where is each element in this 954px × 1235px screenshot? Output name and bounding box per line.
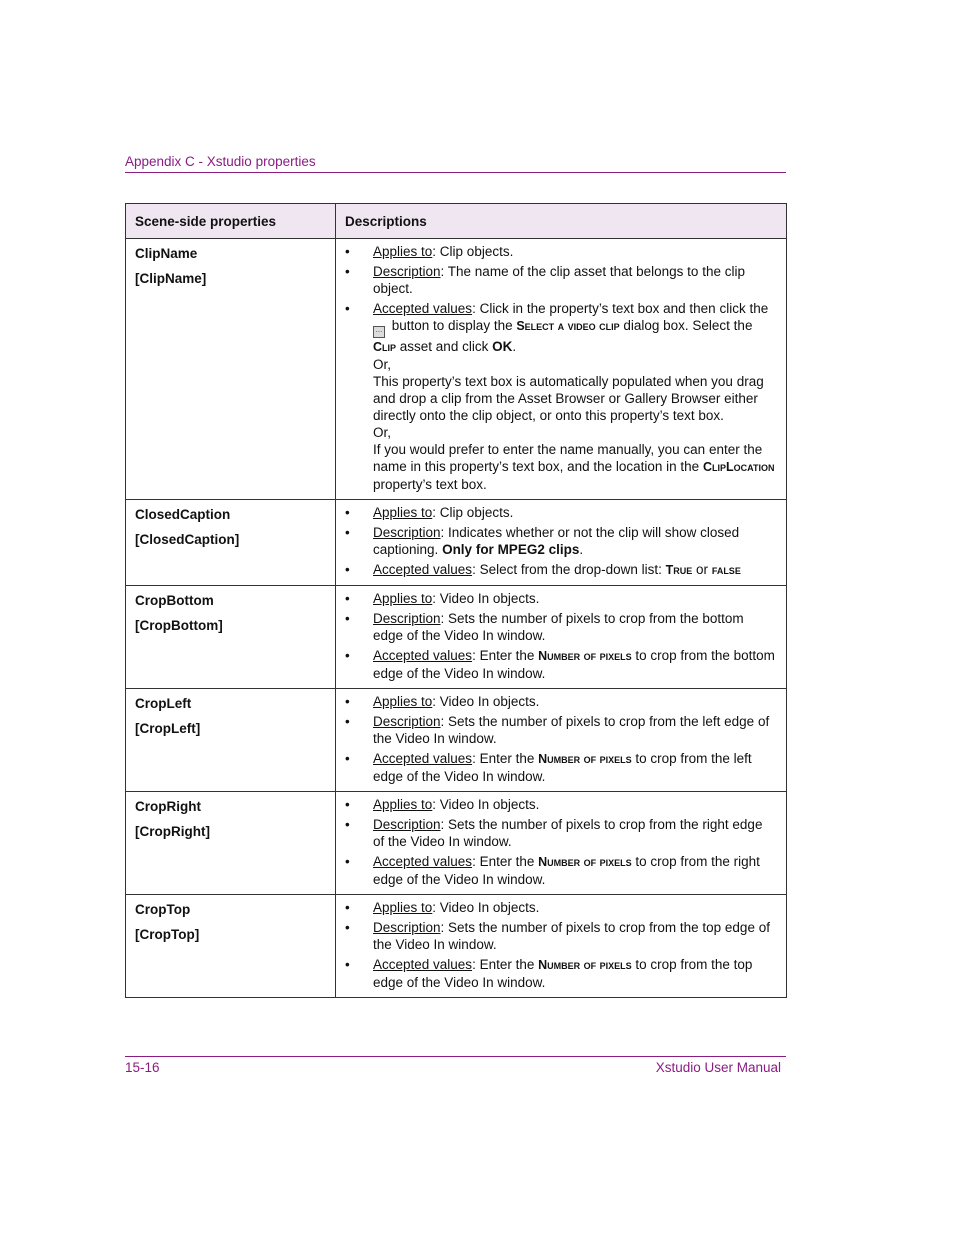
table-row xyxy=(126,792,787,895)
accepted-text: to crop from the bottom edge of the Video In window. xyxy=(373,648,775,681)
applies-label: Applies to xyxy=(373,694,433,709)
field-name: Number of pixels xyxy=(538,958,632,972)
description-text: : Sets the number of pixels to crop from the top edge of the Video In window. xyxy=(373,920,770,952)
property-description-cell xyxy=(336,895,787,998)
field-name: Number of pixels xyxy=(538,855,632,869)
property-name: CropRight xyxy=(135,799,201,814)
property-alias: [ClosedCaption] xyxy=(135,532,240,547)
applies-label: Applies to xyxy=(373,505,433,520)
accepted-paragraph xyxy=(373,441,777,493)
property-alias: [ClipName] xyxy=(135,271,207,286)
accepted-text: to crop from the top edge of the Video In window. xyxy=(373,957,753,990)
property-name-cell xyxy=(126,895,336,998)
list-item: • Applies to: Video In objects. xyxy=(345,694,540,709)
property-description-cell xyxy=(336,239,787,500)
table-row xyxy=(126,500,787,586)
table-row xyxy=(126,586,787,689)
description-label: Description xyxy=(373,920,441,935)
accepted-text: property’s text box. xyxy=(373,477,487,492)
property-description-cell xyxy=(336,586,787,689)
property-alias: [CropLeft] xyxy=(135,721,201,736)
list-item: • Accepted values: Click in the property’s text box and then click the … button to display the Select a video clip dialog box. Select the Clip asset and click OK. Or, This property’s text box is automatically populated when you drag and drop a clip from the Asset Browser or Gallery Browser either directly onto the clip object, or onto this property’s text box. Or, If you would prefer to enter the name manually, you can enter the name in this property’s text box, and the location in the ClipLocation property’s text box. xyxy=(345,300,777,493)
list-item: • Accepted values: Enter the Number of pixels to crop from the right edge of the Video In window. xyxy=(345,854,760,887)
description-text: . xyxy=(579,542,584,557)
applies-text: : Video In objects. xyxy=(432,694,540,709)
applies-text: : Video In objects. xyxy=(432,900,540,915)
dialog-name: Select a video clip xyxy=(516,319,620,333)
property-description-cell xyxy=(336,500,787,586)
property-name: ClosedCaption xyxy=(135,507,231,522)
bullet-list xyxy=(345,693,777,785)
property-name: CropTop xyxy=(135,902,191,917)
accepted-text: to crop from the right edge of the Video In window. xyxy=(373,854,760,887)
property-name-cell xyxy=(126,586,336,689)
field-name: Number of pixels xyxy=(538,752,632,766)
list-item: • Applies to: Video In objects. xyxy=(345,591,540,606)
list-item: • Description: Sets the number of pixels to crop from the right edge of the Video In window. xyxy=(345,817,763,849)
table-row xyxy=(126,689,787,792)
accepted-paragraph: This property’s text box is automatically populated when you drag and drop a clip from the Asset Browser or Gallery Browser either directly onto the clip object, or onto this property’s text box. xyxy=(373,374,764,423)
accepted-label: Accepted values xyxy=(373,854,473,869)
applies-label: Applies to xyxy=(373,900,433,915)
accepted-text: If you would prefer to enter the name manually, you can enter the name in this property’s text box, and the location in the xyxy=(373,442,763,474)
list-item: • Description: Indicates whether or not the clip will show closed captioning. Only for MPEG2 clips. xyxy=(345,525,740,557)
description-text: : Sets the number of pixels to crop from the left edge of the Video In window. xyxy=(373,714,770,746)
accepted-text: : Enter the xyxy=(472,648,539,663)
applies-label: Applies to xyxy=(373,244,433,259)
footer-rule xyxy=(125,1056,786,1057)
list-item: • Accepted values: Enter the Number of pixels to crop from the left edge of the Video In window. xyxy=(345,751,752,784)
applies-text: : Clip objects. xyxy=(432,244,514,259)
option-value: True xyxy=(665,563,693,577)
accepted-text: : Enter the xyxy=(472,854,539,869)
list-item: • Accepted values: Enter the Number of pixels to crop from the top edge of the Video In window. xyxy=(345,957,753,990)
bullet-list xyxy=(345,504,777,579)
accepted-text: : Select from the drop-down list: xyxy=(472,562,666,577)
property-name-cell xyxy=(126,500,336,586)
property-alias: [CropRight] xyxy=(135,824,210,839)
ok-term: OK xyxy=(492,339,513,354)
applies-label: Applies to xyxy=(373,797,433,812)
accepted-text: : Click in the property’s text box and then click the xyxy=(472,301,769,316)
property-alias: [CropTop] xyxy=(135,927,200,942)
description-text: : Sets the number of pixels to crop from the bottom edge of the Video In window. xyxy=(373,611,744,643)
column-header-descriptions: Descriptions xyxy=(336,204,787,239)
applies-text: : Video In objects. xyxy=(432,797,540,812)
description-text: : Indicates whether or not the clip will show closed captioning. xyxy=(373,525,740,557)
header-rule xyxy=(125,172,786,173)
list-item: • Description: Sets the number of pixels to crop from the bottom edge of the Video In window. xyxy=(345,611,744,643)
property-reference: ClipLocation xyxy=(702,460,775,474)
property-name: CropLeft xyxy=(135,696,192,711)
accepted-label: Accepted values xyxy=(373,648,473,663)
asset-name: Clip xyxy=(373,340,397,354)
list-item: • Applies to: Video In objects. xyxy=(345,797,540,812)
description-label: Description xyxy=(373,817,441,832)
properties-table xyxy=(125,203,787,998)
description-text: : The name of the clip asset that belongs to the clip object. xyxy=(373,264,745,296)
bullet-list xyxy=(345,243,777,493)
bullet-list xyxy=(345,590,777,682)
column-header-properties: Scene-side properties xyxy=(126,204,336,239)
property-name-cell xyxy=(126,689,336,792)
property-description-cell xyxy=(336,689,787,792)
table-header-row xyxy=(126,204,787,239)
bullet-list xyxy=(345,796,777,888)
accepted-text: to crop from the left edge of the Video In window. xyxy=(373,751,752,784)
bullet-list xyxy=(345,899,777,991)
accepted-text: dialog box. Select the xyxy=(619,318,753,333)
list-item: • Description: Sets the number of pixels to crop from the top edge of the Video In window. xyxy=(345,920,770,952)
table-row xyxy=(126,895,787,998)
manual-title: Xstudio User Manual xyxy=(655,1060,781,1075)
page-number: 15-16 xyxy=(125,1060,160,1075)
accepted-text: button to display the xyxy=(388,318,517,333)
accepted-label: Accepted values xyxy=(373,301,473,316)
table-row xyxy=(126,239,787,500)
accepted-text: . xyxy=(512,339,517,354)
list-item: • Applies to: Video In objects. xyxy=(345,900,540,915)
description-label: Description xyxy=(373,264,441,279)
running-head: Appendix C - Xstudio properties xyxy=(125,154,316,169)
or-line: Or, xyxy=(373,357,392,372)
list-item: • Description: The name of the clip asset that belongs to the clip object. xyxy=(345,264,745,296)
description-text: : Sets the number of pixels to crop from the right edge of the Video In window. xyxy=(373,817,763,849)
applies-label: Applies to xyxy=(373,591,433,606)
description-label: Description xyxy=(373,714,441,729)
property-name-cell xyxy=(126,792,336,895)
list-item: • Applies to: Clip objects. xyxy=(345,244,514,259)
description-label: Description xyxy=(373,525,441,540)
accepted-label: Accepted values xyxy=(373,957,473,972)
applies-text: : Video In objects. xyxy=(432,591,540,606)
list-item: • Accepted values: Enter the Number of pixels to crop from the bottom edge of the Video In window. xyxy=(345,648,775,681)
property-name: CropBottom xyxy=(135,593,214,608)
list-item: • Applies to: Clip objects. xyxy=(345,505,514,520)
property-name: ClipName xyxy=(135,246,198,261)
ellipsis-button-icon: … xyxy=(373,326,385,338)
applies-text: : Clip objects. xyxy=(432,505,514,520)
field-name: Number of pixels xyxy=(538,649,632,663)
accepted-text: : Enter the xyxy=(472,957,539,972)
property-alias: [CropBottom] xyxy=(135,618,223,633)
accepted-text: asset and click xyxy=(396,339,493,354)
option-value: false xyxy=(711,563,741,577)
list-item: • Accepted values: Select from the drop-down list: True or false xyxy=(345,562,741,577)
accepted-text: or xyxy=(692,562,712,577)
list-item: • Description: Sets the number of pixels to crop from the left edge of the Video In window. xyxy=(345,714,770,746)
accepted-label: Accepted values xyxy=(373,751,473,766)
description-emphasis: Only for MPEG2 clips xyxy=(442,542,580,557)
accepted-text: : Enter the xyxy=(472,751,539,766)
property-name-cell xyxy=(126,239,336,500)
or-line: Or, xyxy=(373,425,392,440)
accepted-label: Accepted values xyxy=(373,562,473,577)
property-description-cell xyxy=(336,792,787,895)
description-label: Description xyxy=(373,611,441,626)
